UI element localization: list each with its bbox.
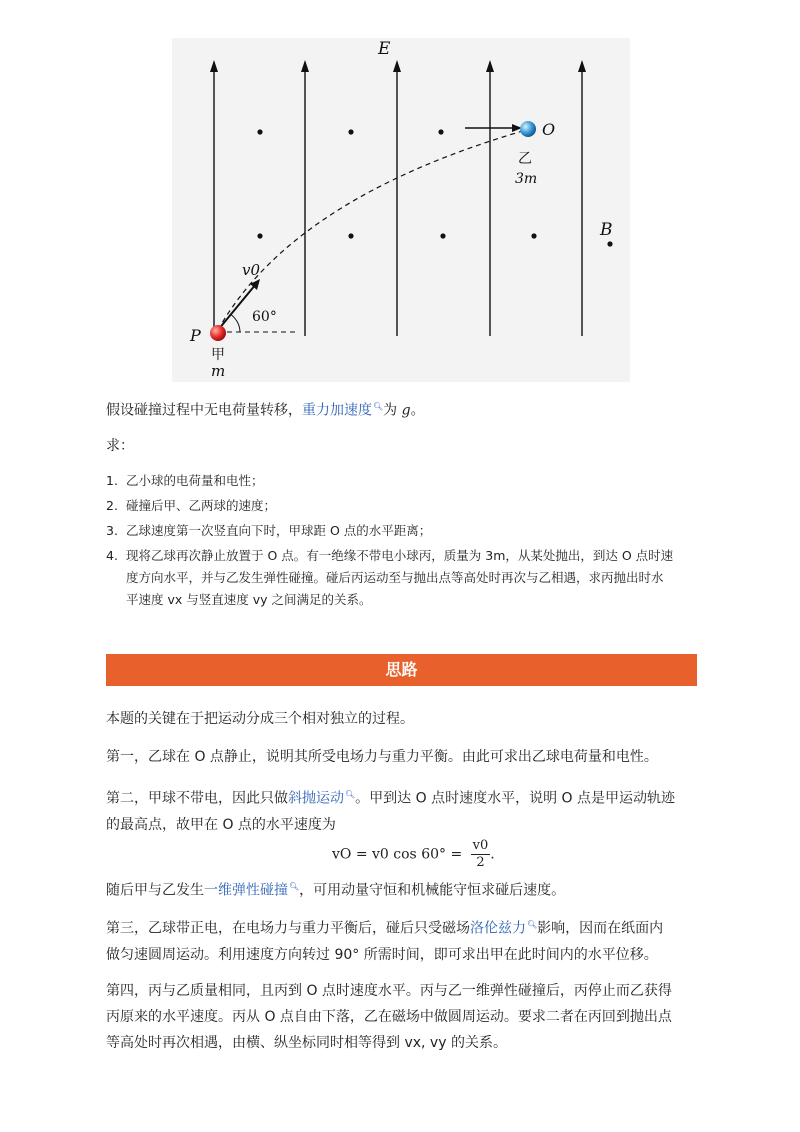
label-p: P [190,326,201,345]
question-item: 2. 碰撞后甲、乙两球的速度； [106,498,277,513]
label-v0: v0 [242,261,261,279]
analysis-step-2: 第二，甲球不带电，因此只做斜抛运动🔍︎。甲到达 O 点时速度水平，说明 O 点是甲运动轨迹 的最高点，故甲在 O 点的水平速度为 [106,790,675,833]
label-angle: 60° [252,309,277,325]
formula-fraction: $\frac{v0}{2}$ [472,838,489,870]
trajectory-curve [218,130,526,330]
label-jia-mass: m [211,362,226,380]
link-gravity-acceleration[interactable]: 重力加速度 [302,402,372,419]
intro-text: 假设碰撞过程中无电荷量转移， [106,402,302,419]
ball-jia [210,325,226,341]
intro-period: 。 [410,402,425,419]
label-b: B [600,220,613,240]
search-icon[interactable]: 🔍︎ [289,882,300,891]
label-o: O [542,120,556,139]
question-item: 3. 乙球速度第一次竖直向下时，甲球距 O 点的水平距离； [106,523,432,538]
symbol-g: g [401,402,411,419]
angle-arc [230,314,240,332]
analysis-step-3: 第三，乙球带正电，在电场力与重力平衡后，碰后只受磁场洛伦兹力🔍︎影响，因而在纸面内 做匀速圆周运动。利用速度方向转过 90° 所需时间，即可求出甲在此时间内的水平位移。 [106,920,664,963]
search-icon[interactable]: 🔍︎ [527,920,538,929]
physics-diagram [172,38,630,382]
field-arrow [210,60,218,72]
analysis-step-1: 第一，乙球在 O 点静止，说明其所受电场力与重力平衡。由此可求出乙球电荷量和电性。 [106,749,658,765]
label-e: E [378,39,391,59]
search-icon[interactable]: 🔍︎ [345,790,356,799]
link-oblique-projectile[interactable]: 斜抛运动 [288,790,344,807]
question-item: 4. 现将乙球再次静止放置于 O 点。有一绝缘不带电小球丙，质量为 3m，从某处抛出，到达 O 点时速 度方向水平，并与乙发生弹性碰撞。碰后丙运动至与抛出点等高处时再次与乙相遇，求丙抛出时水 平速度 vx 与竖直速度 vy 之间满足的关系。 [106,548,674,607]
intro-line [106,397,425,421]
field-arrow [301,60,309,72]
section-banner-thinking: 思路 [106,654,697,686]
label-jia: 甲 [211,347,225,363]
analysis-intro: 本题的关键在于把运动分成三个相对独立的过程。 [106,711,414,727]
search-icon[interactable]: 🔍︎ [373,402,384,411]
diagram-svg [172,38,630,382]
link-elastic-collision[interactable]: 一维弹性碰撞 [204,882,288,899]
field-arrow [486,60,494,72]
link-lorentz-force[interactable]: 洛伦兹力 [470,920,526,937]
intro-text-2: 为 [383,402,398,419]
label-yi: 乙 [518,151,532,167]
ball-yi [520,121,536,137]
v0-arrow [218,284,256,330]
question-item: 1. 乙小球的电荷量和电性； [106,473,264,488]
field-arrow [393,60,401,72]
analysis-step-4: 第四，丙与乙质量相同，且丙到 O 点时速度水平。丙与乙一维弹性碰撞后，丙停止而乙获得 丙原来的水平速度。丙从 O 点自由下落，乙在磁场中做圆周运动。要求二者在丙回到抛出点 等高处时再次相遇，由横、纵坐标同时相等得到 vx, vy 的关系。 [106,983,672,1051]
field-lines [210,60,586,336]
question-list [106,470,706,614]
ask-label: 求： [106,438,134,454]
analysis-collision: 随后甲与乙发生一维弹性碰撞🔍︎，可用动量守恒和机械能守恒求碰后速度。 [106,882,566,899]
formula-vo: vO = v0 cos 60° = $\frac{v0}{2}$ . [332,838,495,870]
field-arrow [578,60,586,72]
label-yi-mass: 3m [515,171,538,187]
